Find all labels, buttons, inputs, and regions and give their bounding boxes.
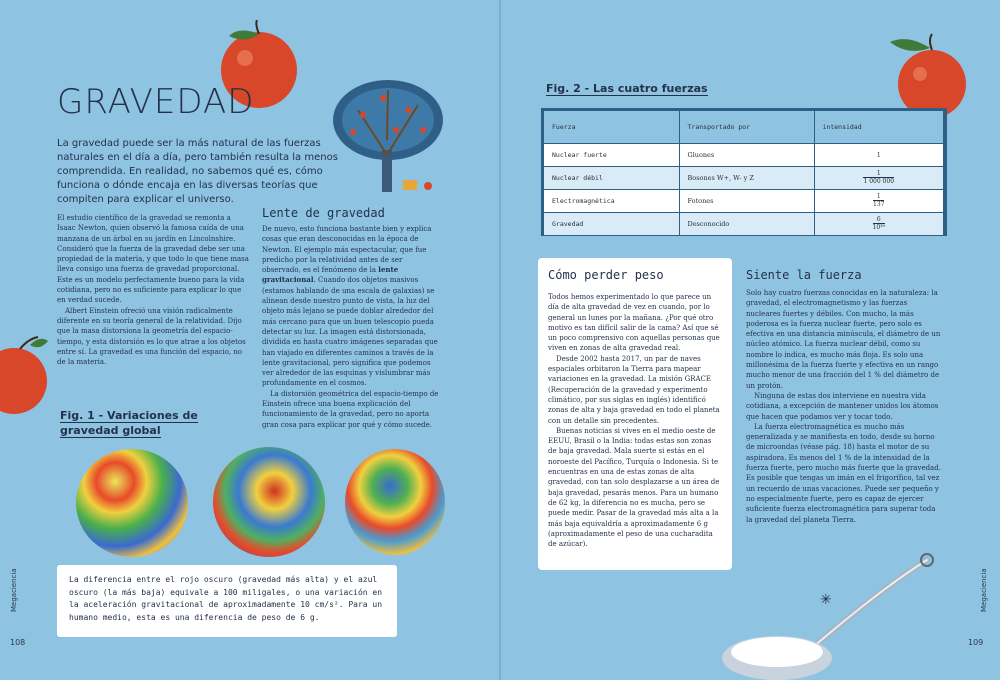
fraction-denominator: 10³⁹ <box>872 224 885 232</box>
column-newton-einstein <box>57 213 249 367</box>
figure-2-title <box>546 82 708 95</box>
column-header-force: Fuerza <box>544 111 679 143</box>
figure-1-title-text: Fig. 1 - Variaciones de gravedad global <box>60 409 198 437</box>
text-span: De nuevo, esto funciona bastante bien y explica cosas que eran desconocidas en la época de Newton. El ejemplo más espectacular, que fue predicho por la relatividad antes de ser observado, es el fenómeno de la <box>262 225 432 275</box>
fraction-numerator: 6 <box>876 216 881 224</box>
table-row <box>544 143 944 166</box>
cell-carrier: Desconocido <box>679 212 814 235</box>
side-label: Megaciencia <box>980 568 988 612</box>
cell-carrier: Bosones W+, W- y Z <box>679 166 814 189</box>
forces-table <box>541 108 947 236</box>
text-span: . Cuando dos objetos masivos (estamos hablando de una escala de galaxias) se alinean desde nuestro punto de vista, la luz del objeto más lejano se puede doblar alrededor del más cercano para que un buen telescopio pueda detectar su luz. La imagen está distorsionada, dividida en hasta cuatro imágenes separadas que han viajado en diferentes caminos a través de la lente gravitacional, pero significa que podemos ver alrededor de las esquinas y vislumbrar más profundamente en el cosmos. <box>262 276 438 388</box>
fraction-numerator: 1 <box>876 170 881 177</box>
table-row <box>544 212 944 235</box>
gravity-globe-3 <box>345 449 445 555</box>
apple-illustration <box>0 335 50 417</box>
column-lente <box>262 224 442 430</box>
section-heading-lente: Lente de gravedad <box>262 206 385 220</box>
intensity-value: 1 <box>876 151 881 159</box>
cell-force: Electromagnética <box>544 189 679 212</box>
paragraph: Todos hemos experimentado lo que parece un día de alta gravedad de vez en cuando, por lo general un lunes por la mañana. ¿Por qué otro motivo es tan difícil salir de la cama? Así que sé un poco comprensivo con aquellas personas que viven en zonas de alta gravedad real. <box>548 293 720 353</box>
paragraph: Buenas noticias si vives en el medio oeste de EEUU, Brasil o la India: todas estas son zonas de baja gravedad. Mala suerte si estás en el noroeste del Pacífico, Turquía o Indonesia. Si te encuentras en una de estas zonas de alta gravedad, con tan solo desplazarse a un área de baja gravedad, pesarás menos. Para un humano de 62 kg, la diferencia no es mucha, pero se puede medir. Pasar de la gravedad más alta a la más baja equivaldría a aproximadamente 6 g (aproximadamente el peso de una cucharadita de azúcar). <box>548 426 720 549</box>
paragraph: Desde 2002 hasta 2017, un par de naves espaciales orbitaron la Tierra para mapear variaciones en la gravedad. La misión GRACE (Recuperación de la gravedad y experimento climático, por sus siglas en inglés) identificó zonas de alta y baja gravedad en todo el planeta con un detalle sin precedentes. <box>548 354 720 425</box>
cell-carrier: Fotones <box>679 189 814 212</box>
fraction-numerator: 1 <box>876 193 881 200</box>
peso-text <box>548 292 722 549</box>
paragraph: Solo hay cuatro fuerzas conocidas en la naturaleza: la gravedad, el electromagnetismo y las fuerzas nucleares fuertes y débiles. Con mucho, la más poderosa es la fuerza nuclear fuerte, pero solo es efectiva en una distancia minúscula, el diámetro de un núcleo atómico. La fuerza nuclear débil, como su nombre lo indica, es mucho más floja. Es solo una millonésima de la fuerza fuerte y efectiva en un rango mucho menor de una fracción del 1 % del diámetro de un protón. <box>746 289 941 390</box>
table-row <box>544 189 944 212</box>
paragraph: El estudio científico de la gravedad se remonta a Isaac Newton, quien observó la famosa caída de una manzana de un árbol en su jardín en Lincolnshire. Consideró que la fuerza de la gravedad debe ser una propiedad de la materia, y que todo lo que tiene masa lleva consigo una fuerza de gravedad proporcional. Este es un modelo perfectamente bueno para la vida cotidiana, pero no es suficiente para explicar lo que en verdad sucede. <box>57 214 249 305</box>
cell-intensity <box>814 166 944 189</box>
lose-weight-box <box>538 258 732 570</box>
spoon-with-sugar-illustration <box>722 548 952 680</box>
cell-force: Nuclear fuerte <box>544 143 679 166</box>
cell-carrier: Gluones <box>679 143 814 166</box>
bold-term: lente gravitacional <box>262 265 399 285</box>
page-number: 109 <box>968 638 984 647</box>
gravity-globe-1 <box>76 449 188 557</box>
page-number: 108 <box>10 638 26 647</box>
paragraph: Albert Einstein ofreció una visión radicalmente diferente en su teoría general de la relatividad. Dijo que la masa distorsiona la geometría del espacio-tiempo, y esta distorsión es lo que atrae a los objetos entre sí. La gravedad es una función del espacio, no de la materia. <box>57 306 246 367</box>
lead-paragraph: La gravedad puede ser la más natural de las fuerzas naturales en el día a día, pero también resulta la menos comprendida. En realidad, no sabemos qué es, cómo funciona o dónde encaja en las diversas teorías que compiten para explicar el universo. <box>57 138 338 205</box>
cell-intensity <box>814 189 944 212</box>
paragraph: La fuerza electromagnética es mucho más generalizada y se manifiesta en todo, desde su horno de microondas (véase pág. 18) hasta el motor de su aspiradora. Es menos del 1 % de la intensidad de la fuerza fuerte, pero mucho más fuerte que la gravedad. Es posible que tengas un imán en el frigorífico, tal vez un recuerdo de unas vacaciones. Puede ser pequeño y no especialmente fuerte, pero es capaz de ejercer suficiente fuerza electromagnética para superar toda la gravedad del planeta Tierra. <box>746 422 941 524</box>
cell-intensity <box>814 143 944 166</box>
section-heading-peso: Cómo perder peso <box>548 268 664 282</box>
paragraph <box>262 224 442 389</box>
column-header-carrier: Transportado por <box>679 111 814 143</box>
sparkle-icon: ✳ <box>820 592 832 608</box>
gravity-note-box: La diferencia entre el rojo oscuro (gravedad más alta) y el azul oscuro (la más baja) equivale a 100 miligales, o una variación en la aceleración gravitacional de aproximadamente 10 cm/s². Para un humano medio, esta es una diferencia de peso de 6 g. <box>57 565 397 637</box>
gravity-globe-2 <box>213 447 325 557</box>
column-siente <box>746 288 941 525</box>
cell-force: Nuclear débil <box>544 166 679 189</box>
fraction-denominator: 1 000 000 <box>863 178 895 185</box>
column-header-intensity: intensidad <box>814 111 944 143</box>
paragraph: Ninguna de estas dos interviene en nuestra vida cotidiana, a excepción de mantener unidos los átomos que hacen que podamos ver y tocar todo. <box>746 391 939 421</box>
paragraph: La distorsión geométrica del espacio-tiempo de Einstein ofrece una buena explicación del funcionamiento de la gravedad, pero no aporta gran cosa para explicar por qué y cómo sucede. <box>262 389 439 429</box>
table-row <box>544 166 944 189</box>
fraction-denominator: 137 <box>873 201 885 208</box>
figure-1-title <box>60 408 230 438</box>
figure-2-title-text: Fig. 2 - Las cuatro fuerzas <box>546 82 708 95</box>
side-label: Megaciencia <box>10 568 18 612</box>
cell-intensity <box>814 212 944 235</box>
cell-force: Gravedad <box>544 212 679 235</box>
section-heading-siente: Siente la fuerza <box>746 268 862 282</box>
page-title: GRAVEDAD <box>57 82 255 122</box>
